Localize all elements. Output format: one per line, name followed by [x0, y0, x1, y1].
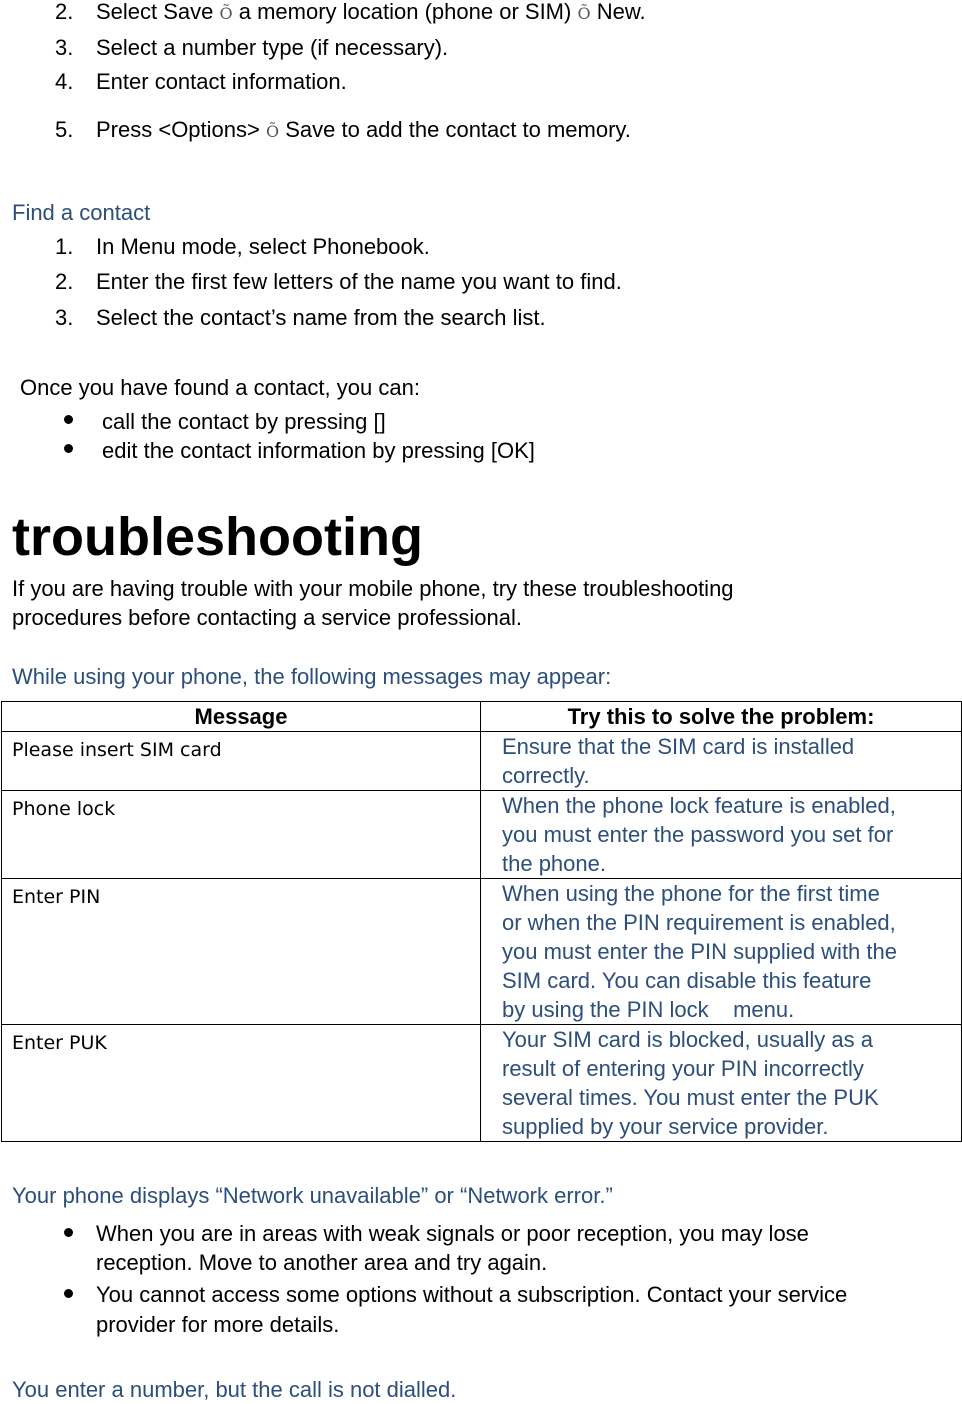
table-row — [2, 732, 962, 791]
solution-cell — [481, 791, 962, 879]
table-row — [2, 791, 962, 879]
arrow-icon: Õ — [577, 4, 591, 23]
messages-table — [1, 701, 962, 1142]
column-header-solution: Try this to solve the problem: — [481, 702, 962, 732]
step-number: 2. — [55, 269, 74, 294]
network-bullet-1-line1: When you are in areas with weak signals or poor reception, you may lose — [96, 1221, 809, 1246]
message-cell: Enter PUK — [2, 1025, 481, 1142]
step-text: In Menu mode, select Phonebook. — [96, 234, 430, 259]
step-text: Press <Options> — [96, 117, 266, 142]
step-number: 3. — [55, 305, 74, 330]
solution-cell — [481, 732, 962, 791]
step-text: Enter the first few letters of the name you want to find. — [96, 269, 622, 294]
found-intro: Once you have found a contact, you can: — [20, 375, 420, 400]
network-heading: Your phone displays “Network unavailable” or “Network error.” — [12, 1183, 613, 1208]
solution-line: When using the phone for the first time — [502, 881, 880, 906]
step-number: 2. — [55, 0, 74, 24]
column-header-message: Message — [2, 702, 481, 732]
table-row — [2, 879, 962, 1025]
arrow-icon: Õ — [219, 4, 233, 23]
solution-cell — [481, 1025, 962, 1142]
solution-line: you must enter the password you set for — [502, 822, 894, 847]
troubleshooting-intro-line2: procedures before contacting a service professional. — [12, 605, 522, 630]
message-cell: Please insert SIM card — [2, 732, 481, 791]
solution-line: result of entering your PIN incorrectly — [502, 1056, 864, 1081]
found-bullet-edit: edit the contact information by pressing [OK] — [102, 438, 535, 463]
found-bullet-call: call the contact by pressing [] — [102, 409, 386, 434]
step-text: a memory location (phone or SIM) — [232, 0, 578, 24]
network-bullet-2-line1: You cannot access some options without a subscription. Contact your service — [96, 1282, 848, 1307]
arrow-icon: Õ — [265, 122, 280, 141]
messages-heading: While using your phone, the following messages may appear: — [12, 664, 612, 689]
find-contact-heading: Find a contact — [12, 200, 151, 225]
solution-line: Ensure that the SIM card is installed — [502, 734, 855, 759]
bullet-icon — [64, 444, 73, 453]
step-text: Select Save — [96, 0, 220, 24]
step-number: 3. — [55, 35, 74, 60]
step-number: 4. — [55, 69, 74, 94]
step-text: Save to add the contact to memory. — [279, 117, 631, 142]
step-text: Select a number type (if necessary). — [96, 35, 449, 60]
step-number: 1. — [55, 234, 74, 259]
step-text: New. — [590, 0, 646, 24]
solution-line: or when the PIN requirement is enabled, — [502, 910, 896, 935]
solution-line: SIM card. You can disable this feature — [502, 968, 872, 993]
solution-line: the phone. — [502, 851, 606, 876]
solution-line: several times. You must enter the PUK — [502, 1085, 879, 1110]
bullet-icon — [64, 1289, 73, 1298]
table-row — [2, 1025, 962, 1142]
solution-line: by using the PIN lock menu. — [502, 997, 795, 1022]
bullet-icon — [64, 415, 73, 424]
solution-line: When the phone lock feature is enabled, — [502, 793, 896, 818]
solution-line: Your SIM card is blocked, usually as a — [502, 1027, 873, 1052]
message-cell: Phone lock — [2, 791, 481, 879]
table-header-row — [2, 702, 962, 732]
troubleshooting-title: troubleshooting — [12, 507, 423, 567]
message-cell: Enter PIN — [2, 879, 481, 1025]
bullet-icon — [64, 1228, 73, 1237]
step-number: 5. — [55, 117, 74, 142]
step-text: Select the contact’s name from the search list. — [96, 305, 546, 330]
not-dialled-heading: You enter a number, but the call is not dialled. — [12, 1377, 457, 1402]
network-bullet-2-line2: provider for more details. — [96, 1312, 340, 1337]
step-text: Enter contact information. — [96, 69, 347, 94]
solution-line: you must enter the PIN supplied with the — [502, 939, 897, 964]
solution-line: correctly. — [502, 763, 590, 788]
network-bullet-1-line2: reception. Move to another area and try again. — [96, 1250, 548, 1275]
solution-cell — [481, 879, 962, 1025]
troubleshooting-intro-line1: If you are having trouble with your mobile phone, try these troubleshooting — [12, 576, 734, 601]
solution-line: supplied by your service provider. — [502, 1114, 829, 1139]
